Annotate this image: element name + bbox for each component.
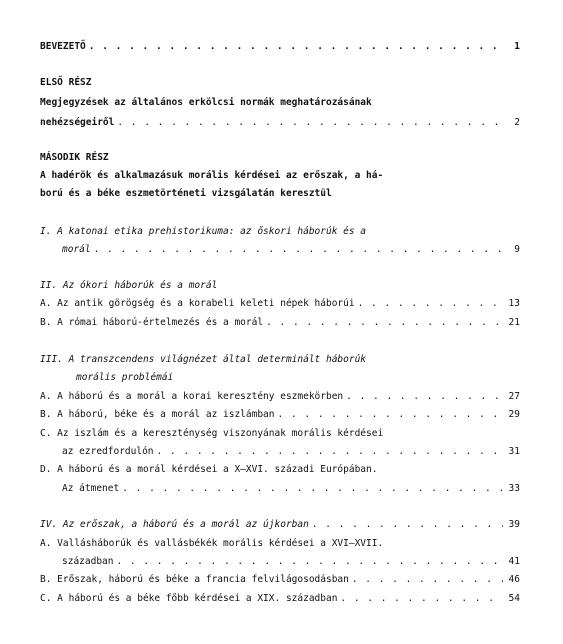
toc-entry-3d: Az átmenet . . . 33 [40,483,520,495]
leader-dots [352,574,503,586]
leader-dots [89,41,503,53]
entry-title: BEVEZETŐ [40,41,86,52]
part-title-first-line1: Megjegyzések az általános erkölcsi normák meghatározásának [40,97,372,108]
page-number: 27 [508,391,520,402]
leader-dots [358,298,503,310]
page-number: 9 [514,244,520,255]
toc-entry-2b: B. A római háború-értelmezés és a morál . . . 21 [40,317,520,329]
leader-dots [157,446,503,458]
leader-dots [346,391,503,403]
toc-entry-3c: az ezredfordulón . . . 31 [40,446,520,458]
toc-entry-bevezeto [40,41,520,53]
page-number: 2 [514,117,520,128]
leader-dots [340,593,503,605]
page-number: 31 [508,446,520,457]
page-number: 54 [508,593,520,604]
toc-entry-3c-line1: C. Az iszlám és a kereszténység viszonyának morális kérdései [40,428,384,439]
toc-entry-4a-line1: A. Vallásháborúk és vallásbékék morális kérdései a XVI–XVII. [40,538,384,549]
leader-dots [312,519,503,531]
page-number: 33 [508,483,520,494]
page-number: 39 [508,519,520,530]
chapter-2-title: II. Az ókori háborúk és a morál [40,280,218,291]
leader-dots [94,244,503,256]
toc-entry-3a: A. A háború és a morál a korai keresztény eszmekörben . . . 27 [40,391,520,403]
part-heading-second: MÁSODIK RÉSZ [40,152,109,163]
leader-dots [116,556,503,568]
leader-dots [278,409,504,421]
leader-dots [117,117,503,129]
page-number: 29 [508,409,520,420]
toc-entry-4b: B. Erőszak, háború és béke a francia felvilágosodásban . . . 46 [40,574,520,586]
page-number: 1 [514,41,520,52]
toc-entry-chapter-4: IV. Az erőszak, a háború és a morál az újkorban . . . 39 [40,519,520,531]
page-number: 13 [508,298,520,309]
part-subtitle-second-line1: A hadérök és alkalmazásuk morális kérdései az erőszak, a há- [40,170,384,181]
toc-entry-4c: C. A háború és a béke főbb kérdései a XIX. században . . . 54 [40,593,520,605]
page-number: 41 [508,556,520,567]
toc-entry-2a: A. Az antik görögség és a korabeli keleti népek háborúi . . . 13 [40,298,520,310]
page-number: 46 [508,574,520,585]
toc-entry-3d-line1: D. A háború és a morál kérdései a X–XVI. századi Európában. [40,464,378,475]
toc-entry-3b: B. A háború, béke és a morál az iszlámban . . . 29 [40,409,520,421]
toc-entry-4a: században . . . 41 [40,556,520,568]
page-number: 21 [508,317,520,328]
chapter-1-title-line1: I. A katonai etika prehistorikuma: az őskori háborúk és a [40,226,367,237]
chapter-3-title-line1: III. A transzcendens világnézet által determinált háborúk [40,354,367,365]
toc-entry-chapter-1: morál . . . 9 [40,244,520,256]
chapter-3-title-line2: morális problémái [76,372,174,383]
part-subtitle-second-line2: ború és a béke eszmetörténeti vizsgálatán keresztül [40,188,332,199]
part-heading-first: ELSŐ RÉSZ [40,77,92,88]
leader-dots [266,317,503,329]
toc-entry-first-part: nehézségeiről . . . 2 [40,117,520,129]
leader-dots [122,483,503,495]
